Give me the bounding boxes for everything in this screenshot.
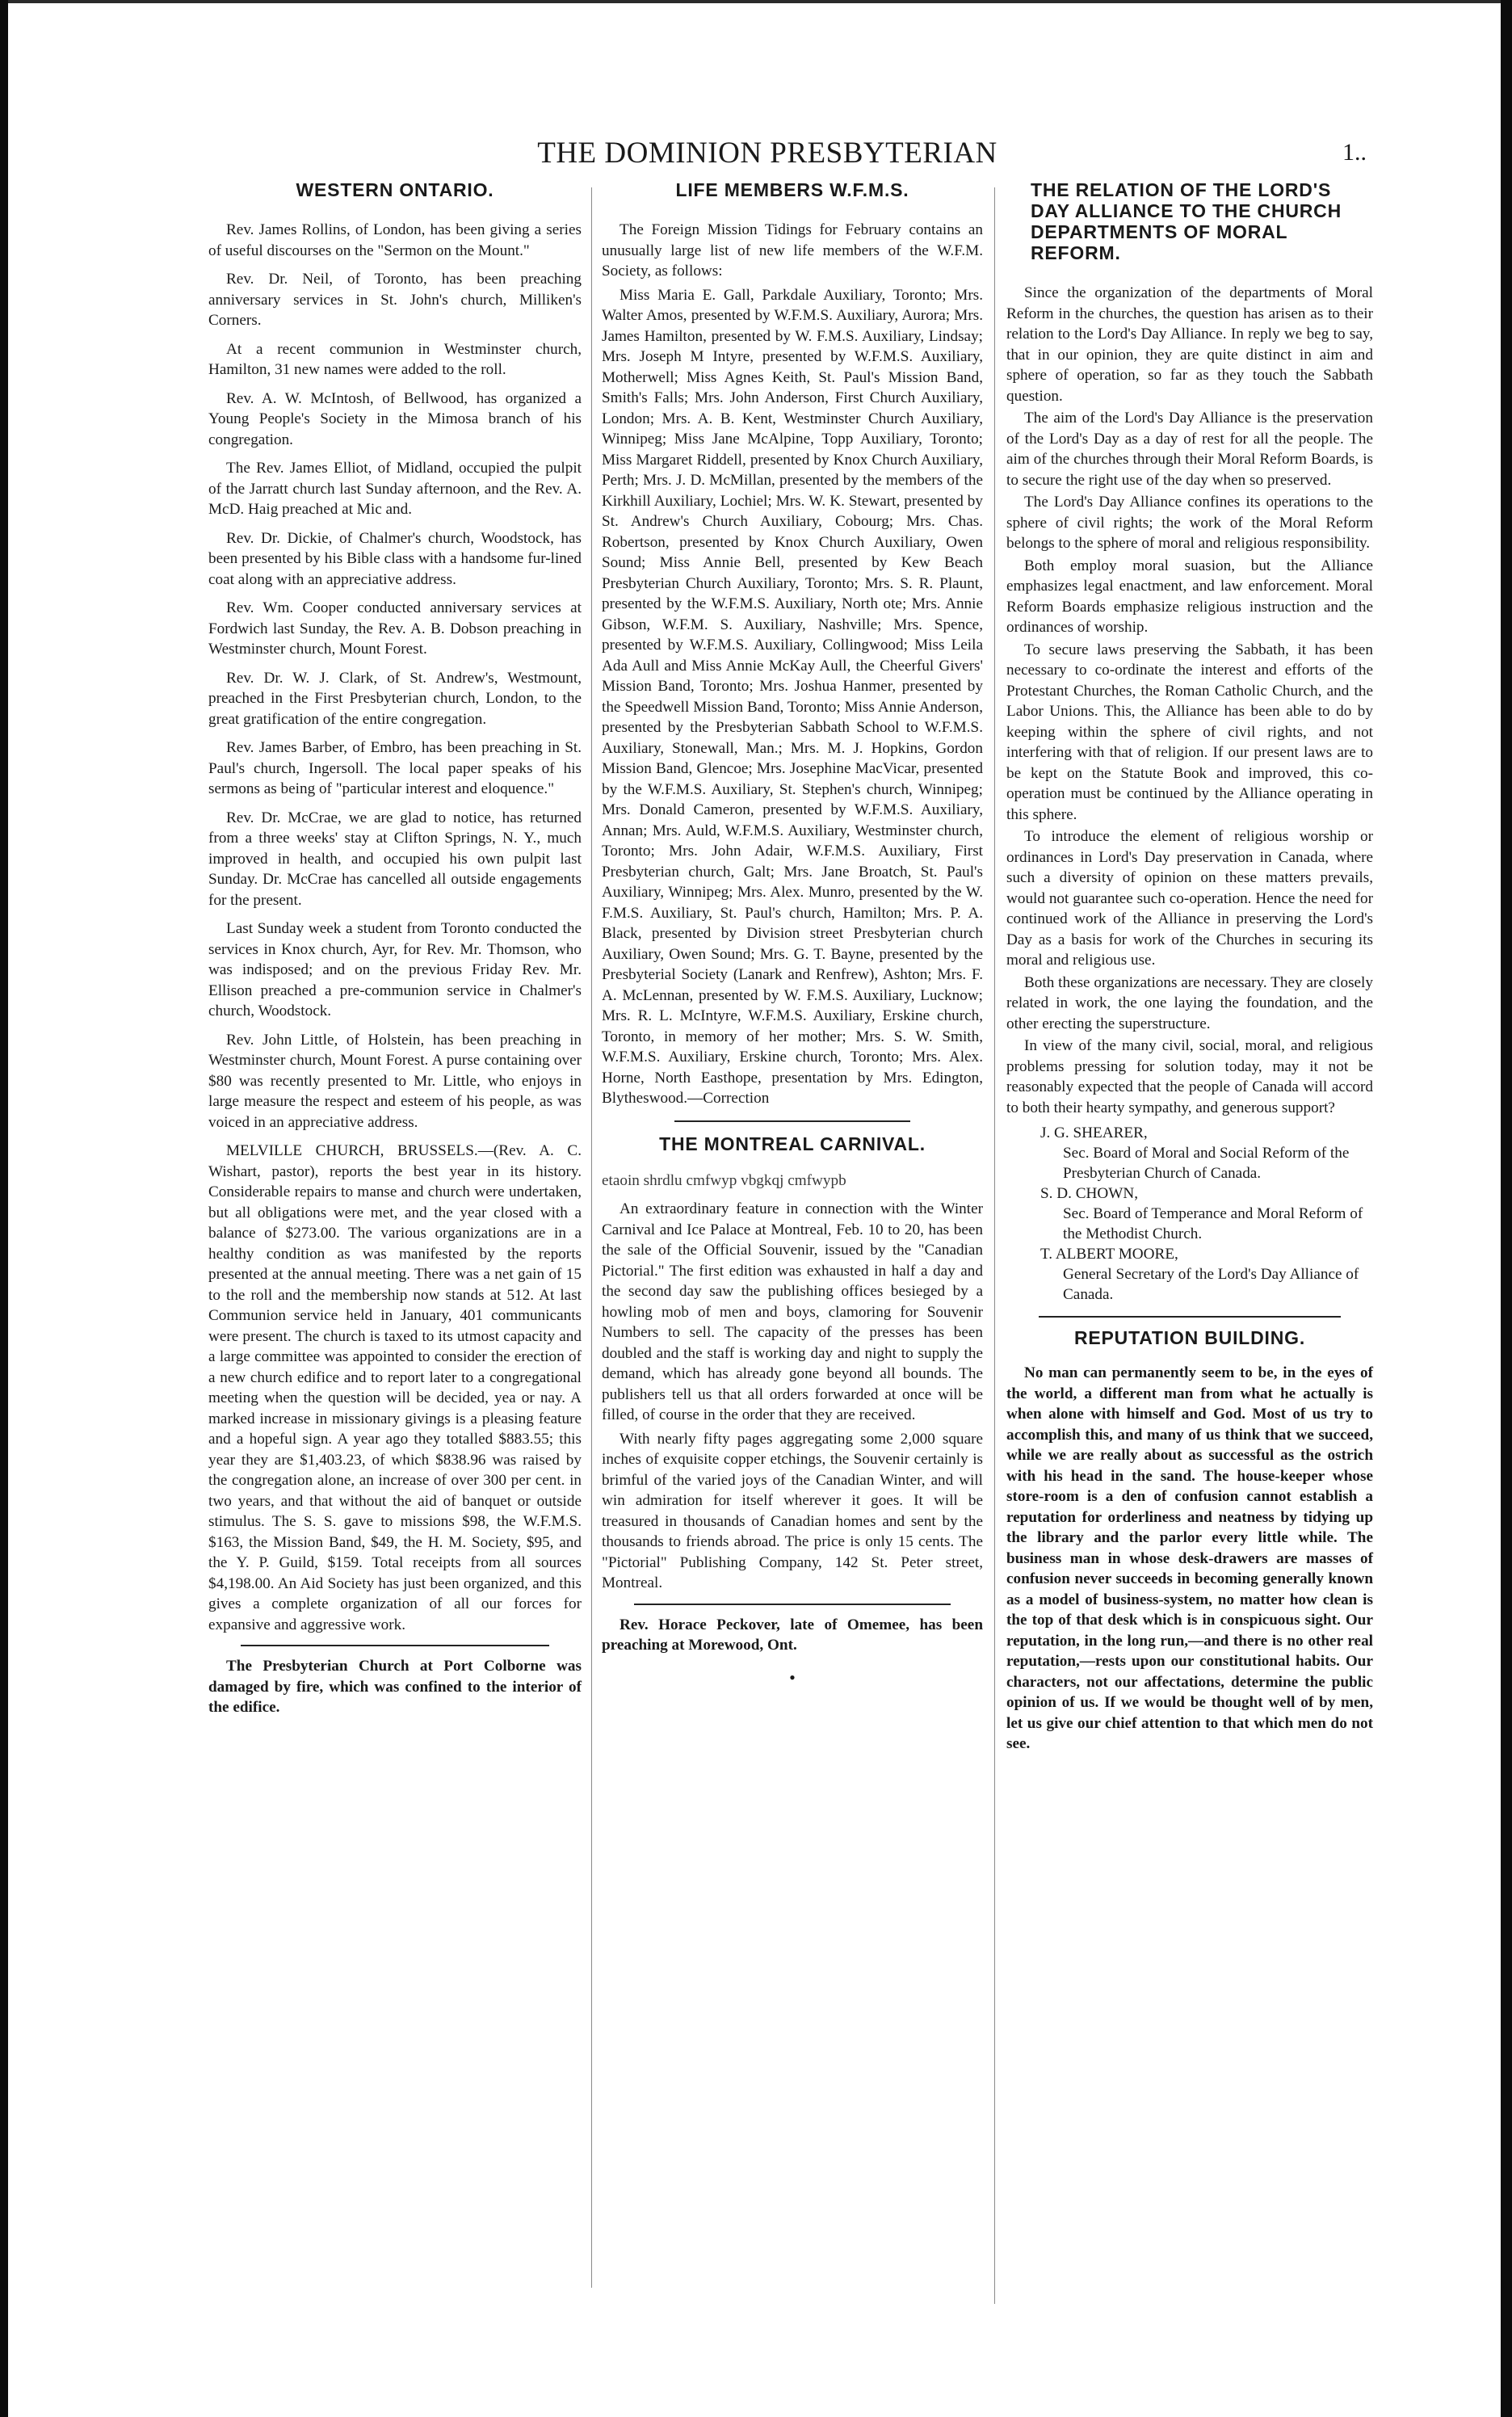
signature-block — [1006, 1123, 1373, 1305]
article-paragraph: Since the organization of the departments of Moral Reform in the churches, the question has arisen as to their relation to the Lord's Day Alliance. In reply we beg to say, that in our opinion, they are quite distinct in aim and sphere of operation, so far as they touch the Sabbath question. — [1006, 284, 1373, 405]
section-heading-reputation-building: REPUTATION BUILDING. — [1073, 1327, 1306, 1348]
peckover-note: Rev. Horace Peckover, late of Omemee, has been preaching at Morewood, Ont. — [602, 1616, 983, 1654]
article-paragraph: The Lord's Day Alliance confines its operations to the sphere of civil rights; the work of the Moral Reform belongs to the sphere of moral and religious responsibility. — [1006, 494, 1373, 552]
section-heading-life-members: LIFE MEMBERS W.F.M.S. — [675, 179, 909, 200]
lords-day-paragraphs — [1006, 283, 1373, 1118]
column-western-ontario — [208, 179, 582, 1726]
article-paragraph: Last Sunday week a student from Toronto conducted the services in Knox church, Ayr, for Rev. Mr. Thomson, who was indisposed; and on the previous Friday Rev. Mr. Ellison preached a pre-communion service in Chalmer's church, Woodstock. — [208, 920, 582, 1019]
article-paragraph: Rev. Dr. Dickie, of Chalmer's church, Woodstock, has been presented by his Bible class with a handsome fur-lined coat along with an appreciative address. — [208, 529, 582, 588]
page-number: 1.. — [1342, 139, 1367, 166]
section-heading-lords-day-alliance: THE RELATION OF THE LORD'S DAY ALLIANCE TO THE CHURCH DEPARTMENTS OF MORAL REFORM. — [1031, 179, 1342, 263]
signature-title: Sec. Board of Temperance and Moral Reform of the Methodist Church. — [1063, 1205, 1363, 1242]
signature-name: S. D. CHOWN, — [1040, 1185, 1138, 1202]
article-paragraph: At a recent communion in Westminster church, Hamilton, 31 new names were added to the roll. — [208, 340, 582, 378]
signature-name: J. G. SHEARER, — [1040, 1124, 1148, 1141]
article-paragraph: The Foreign Mission Tidings for February contains an unusually large list of new life members of the W.F.M. Society, as follows: — [602, 221, 983, 280]
article-paragraph: The Rev. James Elliot, of Midland, occupied the pulpit of the Jarratt church last Sunday afternoon, and the Rev. A. McD. Haig preached at Mic and. — [208, 460, 582, 518]
garbled-type-line: etaoin shrdlu cmfwyp vbgkqj cmfwypb — [602, 1171, 846, 1189]
section-rule — [241, 1645, 549, 1646]
bullet-mark: • — [789, 1667, 796, 1688]
article-paragraph: An extraordinary feature in connection with the Winter Carnival and Ice Palace at Montreal, Feb. 10 to 20, has been the sale of the Official Souvenir, issued by the "Canadian Pictorial." The first edition was exhausted in half a day and the second day saw the publishing offices besieged by a howling mob of men and boys, clamoring for Souvenir Numbers to sell. The capacity of the presses has been doubled and the staff is working day and night to supply the demand, which has already gone beyond all bounds. The publishers tell us that all orders forwarded at once will be filled, of course in the order that they are received. — [602, 1200, 983, 1423]
newspaper-page — [162, 121, 1373, 2351]
reputation-building-text: No man can permanently seem to be, in the eyes of the world, a different man from what he actually is when alone with himself and God. Most of us try to accomplish this, and many of us think that we succeed, while we are really about as successful as the ostrich with his head in the sand. The house-keeper whose store-room is a den of confusion cannot establish a reputation for orderliness and neatness by tidying up the library and the parlor every little while. The business man in whose desk-drawers are masses of confusion never succeeds in becoming generally known as a model of business-system, no matter how clean is the top of that desk which is in conspicuous sight. Our reputation, in the long run,—and there is no other real reputation,—rests upon our constitutional habits. Our characters, not our affectations, determine the public opinion of us. If we would be thought well of by men, let us give our chief attention to that which men do not see. — [1006, 1364, 1373, 1752]
column-divider — [994, 187, 995, 2304]
article-paragraph: Rev. Wm. Cooper conducted anniversary services at Fordwich last Sunday, the Rev. A. B. Dobson preaching in Westminster church, Mount Forest. — [208, 599, 582, 658]
article-paragraph: MELVILLE CHURCH, BRUSSELS.—(Rev. A. C. Wishart, pastor), reports the best year in its history. Considerable repairs to manse and church were undertaken, but all obligations were met, and the year closed with a balance of $273.00. The various organizations are in a healthy condition as was manifested by the reports presented at the annual meeting. There was a net gain of 15 to the roll and the membership now stands at 512. At last Communion service held in January, 401 communicants were present. The church is taxed to its utmost capacity and a large committee was appointed to consider the erection of a new church edifice and to report later to a congregational meeting when the question will be decided, yea or nay. A marked increase in missionary givings is a pleasing feature and a hopeful sign. A year ago they totalled $883.55; this year they are $1,403.23, of which $838.96 was raised by the congregation alone, an increase of over 300 per cent. in two years, and that without the aid of banquet or outside stimulus. The S. S. gave to missions $98, the W.F.M.S. $163, the Mission Band, $49, the H. M. Society, $95, and the Y. P. Guild, $159. Total receipts from all sources $4,198.00. An Aid Society has just been organized, and this gives a complete organization of all our forces for expansive and aggressive work. — [208, 1142, 582, 1633]
signature-title: General Secretary of the Lord's Day Alliance of Canada. — [1063, 1266, 1359, 1303]
article-paragraph: Rev. Dr. McCrae, we are glad to notice, has returned from a three weeks' stay at Clifton Springs, N. Y., much improved in health, and occupied his own pulpit last Sunday. Dr. McCrae has cancelled all outside engagements for the present. — [208, 809, 582, 909]
article-paragraph: In view of the many civil, social, moral, and religious problems pressing for solution today, may it not be reasonably expected that the people of Canada will accord to both their hearty sympathy, and generous support? — [1006, 1037, 1373, 1116]
scan-top-edge — [0, 0, 1512, 3]
article-paragraph: To introduce the element of religious worship or ordinances in Lord's Day preservation in Canada, where such a diversity of opinion on these matters prevails, would not guarantee such co-operation. Hence the need for continued work of the Alliance in preserving the Lord's Day as a basis for work of the Churches in securing its moral and religious use. — [1006, 828, 1373, 969]
western-ontario-paragraphs — [208, 220, 582, 1635]
article-paragraph: Rev. Dr. W. J. Clark, of St. Andrew's, Westmount, preached in the First Presbyterian church, London, to the great gratification of the entire congregation. — [208, 669, 582, 728]
section-heading-montreal-carnival: THE MONTREAL CARNIVAL. — [659, 1133, 926, 1154]
article-paragraph: Rev. James Rollins, of London, has been giving a series of useful discourses on the "Sermon on the Mount." — [208, 221, 582, 259]
section-rule — [634, 1604, 951, 1605]
article-paragraph: Both these organizations are necessary. They are closely related in work, the one laying the foundation, and the other erecting the superstructure. — [1006, 973, 1373, 1032]
running-head-title: THE DOMINION PRESBYTERIAN — [537, 137, 998, 170]
port-colborne-note: The Presbyterian Church at Port Colborne was damaged by fire, which was confined to the interior of the edifice. — [208, 1658, 582, 1716]
life-members-paragraphs — [602, 220, 983, 1109]
montreal-carnival-paragraphs — [602, 1199, 983, 1594]
article-paragraph: Rev. A. W. McIntosh, of Bellwood, has organized a Young People's Society in the Mimosa branch of his congregation. — [208, 389, 582, 448]
article-paragraph: Rev. Dr. Neil, of Toronto, has been preaching anniversary services in St. John's church, Milliken's Corners. — [208, 271, 582, 329]
scan-left-edge — [0, 0, 8, 2417]
signature-title: Sec. Board of Moral and Social Reform of the Presbyterian Church of Canada. — [1063, 1145, 1350, 1182]
article-paragraph: The aim of the Lord's Day Alliance is the preservation of the Lord's Day as a day of rest for all the people. The aim of the churches through their Moral Reform Boards, is to secure the right use of the day when so preserved. — [1006, 410, 1373, 489]
scan-right-edge — [1501, 0, 1512, 2417]
article-paragraph: Rev. James Barber, of Embro, has been preaching in St. Paul's church, Ingersoll. The local paper speaks of his sermons as being of "particular interest and eloquence." — [208, 739, 582, 797]
column-divider — [591, 187, 592, 2288]
column-lords-day-alliance — [1006, 179, 1373, 1755]
section-rule — [674, 1120, 910, 1122]
article-paragraph: Both employ moral suasion, but the Alliance emphasizes legal enactment, and law enforcement. Moral Reform Boards emphasize religious instruction and the ordinances of worship. — [1006, 557, 1373, 636]
article-paragraph: Rev. John Little, of Holstein, has been preaching in Westminster church, Mount Forest. A purse containing over $80 was recently presented to Mr. Little, who enjoys in large measure the respect and esteem of his people, as was voiced in an appreciative address. — [208, 1031, 582, 1131]
section-rule — [1039, 1316, 1341, 1318]
article-paragraph: With nearly fifty pages aggregating some 2,000 square inches of exquisite copper etchings, the Souvenir certainly is brimful of the varied joys of the Canadian Winter, and will win admiration for itself wherever it goes. It will be treasured in thousands of Canadian homes and sent by the thousands to friends abroad. The price is only 15 cents. The "Pictorial" Publishing Company, 142 St. Peter street, Montreal. — [602, 1430, 983, 1591]
article-paragraph: To secure laws preserving the Sabbath, it has been necessary to co-ordinate the interest and efforts of the Protestant Churches, the Roman Catholic Church, and the Labor Unions. This, the Alliance has been able to do by keeping within the sphere of civil rights, and not interfering with that of religion. If our present laws are to be kept on the Statute Book and improved, this co-operation must be continued by the Alliance operating in this sphere. — [1006, 641, 1373, 823]
section-heading-western-ontario: WESTERN ONTARIO. — [296, 179, 494, 200]
signature-name: T. ALBERT MOORE, — [1040, 1246, 1178, 1263]
column-life-members — [602, 179, 983, 1688]
article-paragraph: Miss Maria E. Gall, Parkdale Auxiliary, Toronto; Mrs. Walter Amos, presented by W.F.M.S. Auxiliary, Aurora; Mrs. James Hamilton, presented by W. F.M.S. Auxiliary, Lindsay; Mrs. Joseph M Intyre, presented by W.F.M.S. Auxiliary, Motherwell; Miss Agnes Keith, St. Paul's Mission Band, Smith's Falls; Mrs. John Anderson, First Church Auxiliary, London; Mrs. A. B. Kent, Westminster Church Auxiliary, Winnipeg; Miss Jane McAlpine, Topp Auxiliary, Toronto; Miss Margaret Riddell, presented by Knox Church Auxiliary, Perth; Mrs. J. D. McMillan, presented by the members of the Kirkhill Auxiliary, Lochiel; Mrs. W. K. Stewart, presented by St. Andrew's Church Auxiliary, Cobourg; Mrs. Chas. Robertson, presented by Knox Church Auxiliary, Owen Sound; Miss Annie Bell, presented by Kew Beach Presbyterian Church Auxiliary, Toronto; Mrs. S. R. Plaunt, presented by the W.F.M.S. Auxiliary, North ote; Mrs. Annie Gibson, W.F.M. S. Auxiliary, Nashville; Mrs. Spence, presented by W.F.M.S. Auxiliary, Collingwood; Miss Leila Ada Aull and Miss Annie McKay Aull, the Cheerful Givers' Mission Band, Toronto; Mrs. Joshua Hanmer, presented by the Speedwell Mission Band, Toronto; Miss Annie Anderson, presented by the Presbyterian Sabbath School to W.F.M.S. Auxiliary, Stonewall, Man.; Mrs. M. J. Hopkins, Gordon Mission Band, Glencoe; Mrs. Josephine MacVicar, presented by the W.F.M.S. Auxiliary, St. Stephen's church, Winnipeg; Mrs. Donald Cameron, presented by W.F.M.S. Auxiliary, Annan; Mrs. Auld, W.F.M.S. Auxiliary, Westminster church, Toronto; Mrs. John Adair, W.F.M.S. Auxiliary, First Presbyterian church, Galt; Mrs. Jane Broatch, St. Paul's Auxiliary, Winnipeg; Mrs. Alex. Munro, presented by the W. F.M.S. Auxiliary, St. Paul's church, Hamilton; Mrs. P. A. Black, presented by Division street Presbyterian church Auxiliary, Owen Sound; Mrs. G. T. Bayne, presented by the Presbyterial Society (Lanark and Renfrew), Ashton; Mrs. F. A. McLennan, presented by W. F.M.S. Auxiliary, Lucknow; Mrs. R. L. McIntyre, W.F.M.S. Auxiliary, Erskine church, Toronto, in memory of her mother; Mrs. S. W. Smith, W.F.M.S. Auxiliary, Erskine church, Toronto; Mrs. Alex. Horne, North Easthope, presentation by Mrs. Edington, Blytheswood.—Correction — [602, 286, 983, 1107]
